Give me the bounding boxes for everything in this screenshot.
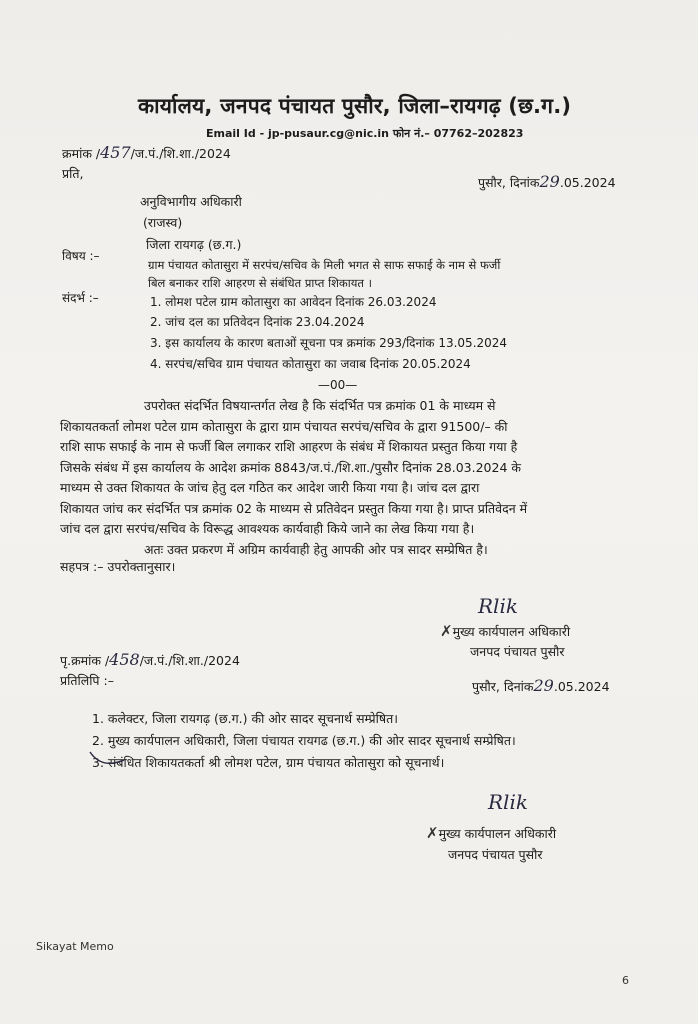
reference-date-suffix: .05.2024 bbox=[559, 175, 616, 190]
signature-1 bbox=[478, 594, 518, 618]
prati-label: प्रति, bbox=[62, 166, 84, 181]
subject-line-2: बिल बनाकर राशि आहरण से संबंधित प्राप्त शिकायत । bbox=[148, 276, 372, 290]
recipient-line-2: (राजस्व) bbox=[143, 215, 183, 230]
references-label: संदर्भ :– bbox=[62, 291, 99, 305]
signature-1-title bbox=[440, 622, 570, 640]
copy-number-prefix: पृ.क्रमांक / bbox=[60, 653, 110, 668]
reference-item-3: 3. इस कार्यालय के कारण बताओं सूचना पत्र क्रमांक 293/दिनांक 13.05.2024 bbox=[150, 336, 508, 350]
reference-place-date: पुसौर, दिनांक bbox=[478, 175, 540, 190]
reference-prefix: क्रमांक / bbox=[62, 146, 101, 161]
signature-2-mark: ✗ bbox=[426, 824, 439, 842]
recipient-line-3: जिला रायगढ़ (छ.ग.) bbox=[146, 237, 242, 252]
reference-handwritten-number: 457 bbox=[100, 143, 131, 162]
handwritten-arrow-mark bbox=[88, 748, 128, 768]
signature-1-office: जनपद पंचायत पुसौर bbox=[470, 644, 565, 659]
body-line-2: शिकायतकर्ता लोमश पटेल ग्राम कोतासुरा के द्वारा ग्राम पंचायत सरपंच/सचिव के द्वारा 91500/– की bbox=[60, 418, 508, 434]
copy-number bbox=[60, 650, 240, 669]
copy-item-1: 1. कलेक्टर, जिला रायगढ़ (छ.ग.) की ओर सादर सूचनार्थ सम्प्रेषित। bbox=[92, 711, 398, 726]
body-line-4: जिसके संबंध में इस कार्यालय के आदेश क्रमांक 8843/ज.पं./शि.शा./पुसौर दिनांक 28.03.2024 के bbox=[60, 459, 521, 475]
body-line-5: माध्यम से उक्त शिकायत के जांच हेतु दल गठित कर आदेश जारी किया गया है। जांच दल द्वारा bbox=[60, 480, 480, 495]
copy-handwritten-date: 29 bbox=[533, 676, 554, 695]
body-line-3: राशि साफ सफाई के नाम से फर्जी बिल लगाकर राशि आहरण के संबंध में शिकायत प्रस्तुत किया गया है bbox=[60, 439, 518, 454]
copy-item-3: 3. संबंधित शिकायतकर्ता श्री लोमश पटेल, ग्राम पंचायत कोतासुरा को सूचनार्थ। bbox=[92, 755, 445, 770]
signature-1-handwriting: Rlik bbox=[478, 594, 518, 618]
enclosure-line: सहपत्र :– उपरोक्तानुसार। bbox=[60, 559, 176, 574]
body-line-6: शिकायत जांच कर संदर्भित पत्र क्रमांक 02 के माध्यम से प्रतिवेदन प्रस्तुत किया गया है। प्राप्त प्रतिवेदन में bbox=[60, 500, 528, 516]
signature-2 bbox=[488, 790, 528, 814]
reference-date bbox=[478, 172, 616, 191]
copy-item-2: 2. मुख्य कार्यपालन अधिकारी, जिला पंचायत रायगढ (छ.ग.) की ओर सादर सूचनार्थ सम्प्रेषित। bbox=[92, 733, 516, 748]
signature-2-office: जनपद पंचायत पुसौर bbox=[448, 847, 543, 862]
reference-number bbox=[62, 143, 231, 162]
body-line-1: उपरोक्त संदर्भित विषयान्तर्गत लेख है कि संदर्भित पत्र क्रमांक 01 के माध्यम से bbox=[144, 398, 496, 413]
separator: —00— bbox=[318, 378, 358, 392]
recipient-line-1: अनुविभागीय अधिकारी bbox=[140, 194, 242, 209]
reference-item-4: 4. सरपंच/सचिव ग्राम पंचायत कोतासुरा का जवाब दिनांक 20.05.2024 bbox=[150, 357, 471, 371]
signature-2-title bbox=[426, 824, 556, 842]
reference-item-2: 2. जांच दल का प्रतिवेदन दिनांक 23.04.2024 bbox=[150, 315, 365, 329]
page-number: 6 bbox=[622, 974, 629, 987]
body-line-7: जांच दल द्वारा सरपंच/सचिव के विरूद्ध आवश्यक कार्यवाही किये जाने का लेख किया गया है। bbox=[60, 521, 475, 536]
reference-handwritten-date: 29 bbox=[539, 172, 560, 191]
signature-2-title-text: मुख्य कार्यपालन अधिकारी bbox=[438, 826, 557, 841]
copy-handwritten-number: 458 bbox=[109, 650, 140, 669]
copy-date-suffix: .05.2024 bbox=[553, 679, 610, 694]
footer-memo: Sikayat Memo bbox=[36, 940, 114, 953]
copy-place-date: पुसौर, दिनांक bbox=[472, 679, 534, 694]
signature-2-handwriting: Rlik bbox=[488, 790, 528, 814]
body-paragraph bbox=[60, 396, 632, 560]
contact-line: Email Id - jp-pusaur.cg@nic.in फोन नं.– 07762–202823 bbox=[206, 127, 524, 140]
copy-label: प्रतिलिपि :– bbox=[60, 673, 114, 688]
signature-1-mark: ✗ bbox=[440, 622, 453, 640]
copy-number-suffix: /ज.पं./शि.शा./2024 bbox=[139, 653, 240, 668]
reference-suffix: /ज.पं./शि.शा./2024 bbox=[130, 146, 231, 161]
subject-line-1: ग्राम पंचायत कोतासुरा में सरपंच/सचिव के मिली भगत से साफ सफाई के नाम से फर्जी bbox=[148, 258, 501, 272]
reference-item-1: 1. लोमश पटेल ग्राम कोतासुरा का आवेदन दिनांक 26.03.2024 bbox=[150, 295, 437, 309]
office-title: कार्यालय, जनपद पंचायत पुसौर, जिला–रायगढ़ (छ.ग.) bbox=[138, 94, 572, 118]
copy-date bbox=[472, 676, 610, 695]
subject-label: विषय :– bbox=[62, 249, 100, 263]
signature-1-title-text: मुख्य कार्यपालन अधिकारी bbox=[452, 624, 571, 639]
body-line-8: अतः उक्त प्रकरण में अग्रिम कार्यवाही हेतु आपकी ओर पत्र सादर सम्प्रेषित है। bbox=[144, 541, 488, 557]
